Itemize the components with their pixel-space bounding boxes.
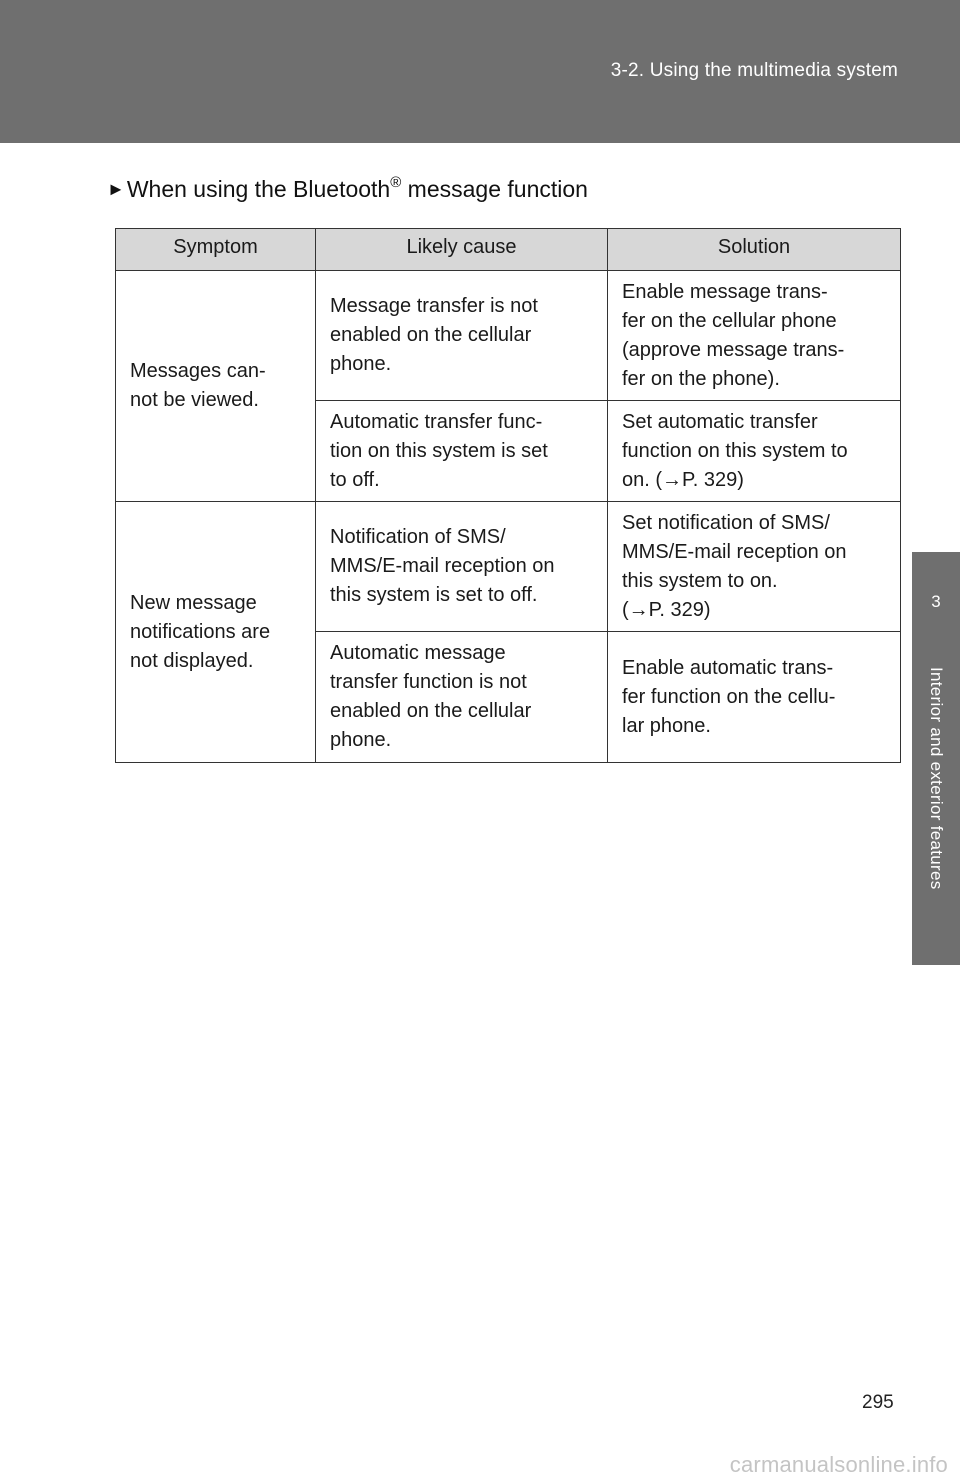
text-line: Messages can- — [130, 360, 266, 382]
column-header-solution: Solution — [608, 229, 901, 271]
text-line: Set notification of SMS/ — [622, 511, 830, 534]
text-line: fer function on the cellu- — [622, 685, 836, 708]
text-line: New message — [130, 591, 257, 614]
text-line: phone. — [330, 353, 392, 375]
section-heading — [107, 176, 588, 203]
registered-mark: ® — [390, 174, 402, 191]
text-line: this system to on. — [622, 569, 778, 592]
text-line: (approve message trans- — [622, 338, 845, 361]
solution-cell — [608, 632, 901, 763]
text-line: function on this system to — [622, 439, 848, 462]
chapter-label-strip — [912, 655, 960, 965]
text-line: Enable message trans- — [622, 280, 828, 303]
symptom-cell — [116, 271, 316, 502]
text-line: lar phone. — [622, 714, 711, 737]
cause-cell — [316, 502, 608, 632]
solution-cell — [608, 401, 901, 502]
watermark: carmanualsonline.info — [729, 1452, 948, 1477]
chapter-number: 3 — [931, 592, 941, 611]
header-band — [0, 0, 960, 143]
text-line: this system is set to off. — [330, 584, 538, 606]
solution-cell — [608, 502, 901, 632]
section-title: 3-2. Using the multimedia system — [610, 60, 898, 81]
text-line: notifications are — [130, 620, 271, 643]
column-header-cause: Likely cause — [316, 229, 608, 271]
text-line: (→P. 329) — [622, 598, 711, 621]
cause-cell — [316, 401, 608, 502]
table-row — [116, 502, 901, 632]
text-line: tion on this system is set — [330, 439, 548, 462]
cause-cell — [316, 632, 608, 763]
symptom-cell — [116, 502, 316, 763]
text-line: Notification of SMS/ — [330, 526, 506, 548]
text-line: MMS/E-mail reception on — [330, 555, 555, 577]
heading-text-suffix: message function — [401, 176, 588, 202]
text-line: transfer function is not — [330, 671, 527, 693]
table-header-row — [116, 229, 901, 271]
cause-cell — [316, 271, 608, 401]
text-line: MMS/E-mail reception on — [622, 540, 847, 563]
column-header-symptom: Symptom — [116, 229, 316, 271]
text-line: Message transfer is not — [330, 295, 538, 317]
text-line: Set automatic transfer — [622, 410, 818, 433]
text-line: fer on the cellular phone — [622, 309, 837, 332]
page-number: 295 — [862, 1392, 894, 1413]
chapter-tab — [912, 552, 960, 655]
text-line: Automatic transfer func- — [330, 410, 543, 433]
text-line: phone. — [330, 729, 392, 751]
text-line: Automatic message — [330, 642, 506, 664]
text-line: to off. — [330, 468, 380, 491]
heading-text: When using the Bluetooth — [126, 176, 391, 202]
triangle-marker-icon: ► — [107, 179, 125, 199]
table-row — [116, 271, 901, 401]
text-line: not displayed. — [130, 649, 254, 672]
troubleshooting-table — [115, 228, 901, 763]
text-line: Enable automatic trans- — [622, 656, 834, 679]
text-line: not be viewed. — [130, 389, 259, 411]
text-line: enabled on the cellular — [330, 700, 532, 722]
text-line: fer on the phone). — [622, 367, 780, 390]
text-line: on. (→P. 329) — [622, 468, 744, 491]
solution-cell — [608, 271, 901, 401]
chapter-label: Interior and exterior features — [927, 667, 946, 890]
text-line: enabled on the cellular — [330, 324, 532, 346]
